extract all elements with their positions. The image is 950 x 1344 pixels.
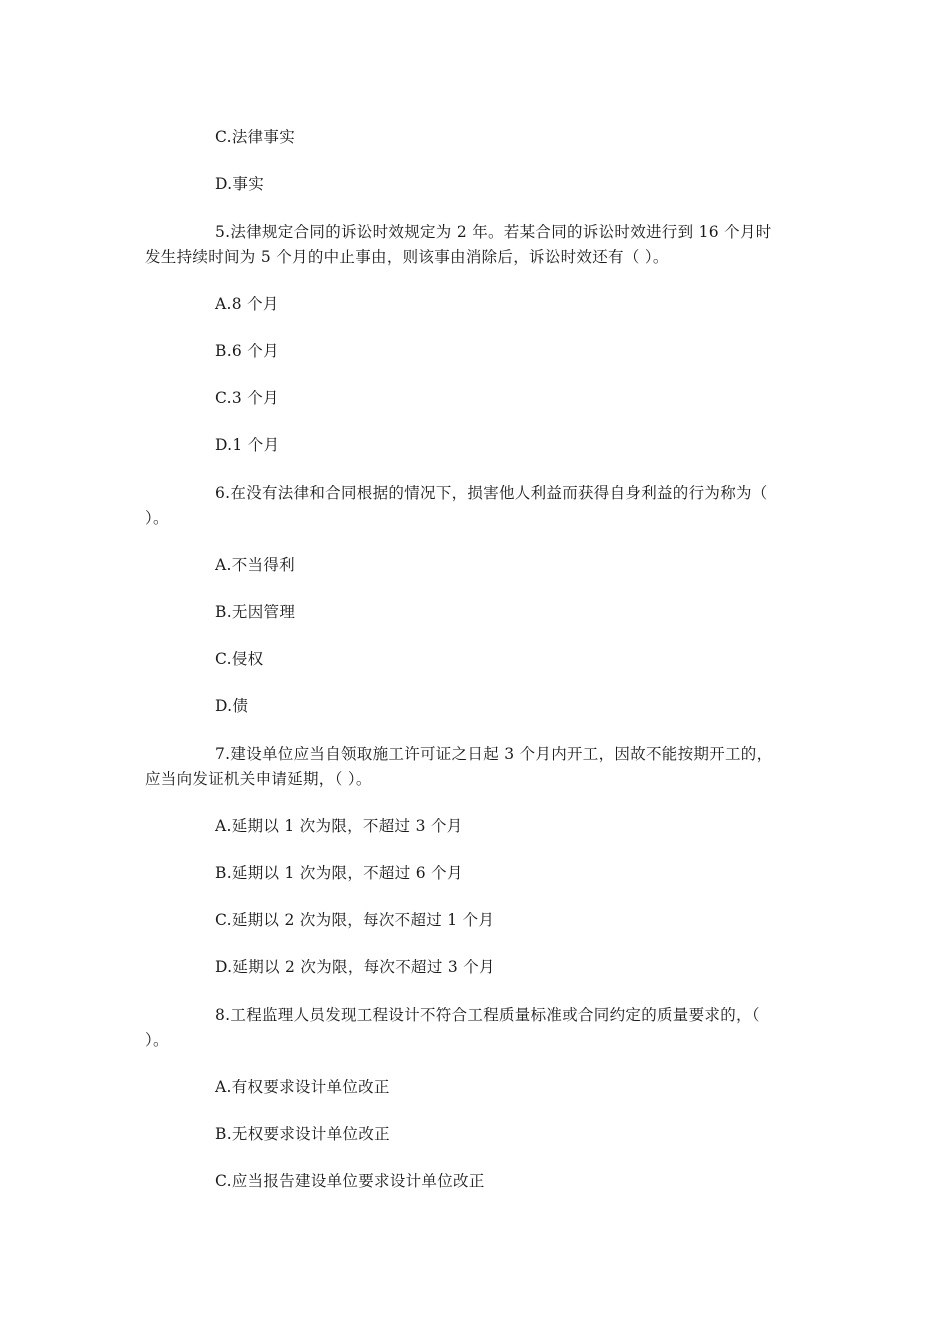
- q7-option-c: C.延期以 2 次为限，每次不超过 1 个月: [215, 911, 495, 929]
- q7-option-a: A.延期以 1 次为限，不超过 3 个月: [215, 817, 463, 835]
- q8-stem-line-2: ）。: [145, 1031, 169, 1049]
- q6-stem-line-1: 6.在没有法律和合同根据的情况下，损害他人利益而获得自身利益的行为称为（: [215, 484, 768, 502]
- q5-option-d: D.1 个月: [215, 436, 280, 454]
- q5-stem-line-1: 5.法律规定合同的诉讼时效规定为 2 年。若某合同的诉讼时效进行到 16 个月时: [215, 223, 772, 241]
- q8-option-c: C.应当报告建设单位要求设计单位改正: [215, 1172, 485, 1190]
- q4-option-c: C.法律事实: [215, 128, 296, 146]
- q6-option-c: C.侵权: [215, 650, 264, 668]
- q6-stem-line-2: ）。: [145, 509, 169, 527]
- q7-stem-line-2: 应当向发证机关申请延期，（ ）。: [145, 770, 372, 788]
- q8-option-b: B.无权要求设计单位改正: [215, 1125, 390, 1143]
- q7-stem-line-1: 7.建设单位应当自领取施工许可证之日起 3 个月内开工，因故不能按期开工的，: [215, 745, 773, 763]
- q5-option-b: B.6 个月: [215, 342, 279, 360]
- q6-option-d: D.债: [215, 697, 249, 715]
- q6-option-a: A.不当得利: [215, 556, 295, 574]
- q8-stem-line-1: 8.工程监理人员发现工程设计不符合工程质量标准或合同约定的质量要求的，（: [215, 1006, 760, 1024]
- q7-option-d: D.延期以 2 次为限，每次不超过 3 个月: [215, 958, 495, 976]
- q7-option-b: B.延期以 1 次为限，不超过 6 个月: [215, 864, 463, 882]
- q8-option-a: A.有权要求设计单位改正: [215, 1078, 390, 1096]
- q6-option-b: B.无因管理: [215, 603, 296, 621]
- q5-stem-line-2: 发生持续时间为 5 个月的中止事由，则该事由消除后，诉讼时效还有（ ）。: [145, 248, 669, 266]
- q4-option-d: D.事实: [215, 175, 265, 193]
- q5-option-c: C.3 个月: [215, 389, 279, 407]
- q5-option-a: A.8 个月: [215, 295, 279, 313]
